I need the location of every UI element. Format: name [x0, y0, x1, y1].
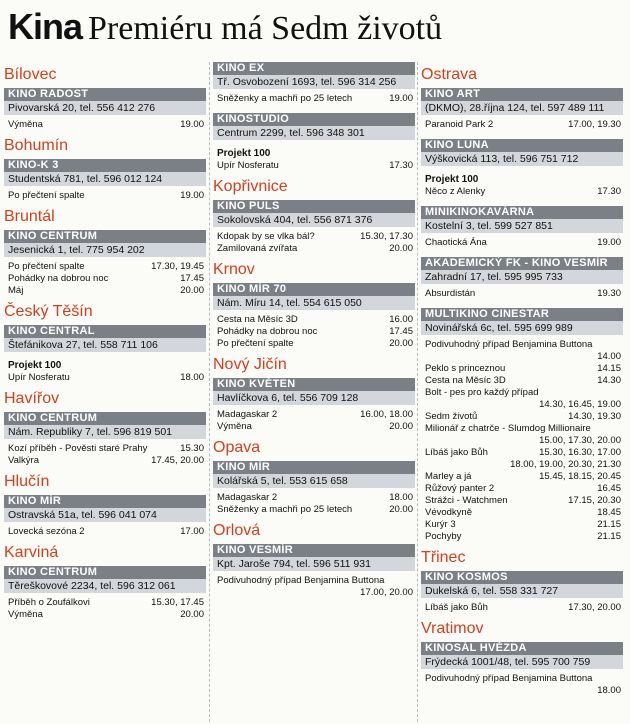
cinema-block [421, 139, 623, 198]
showtimes: 14.30, 19.30 [568, 411, 621, 422]
showtimes: 20.00 [389, 421, 413, 432]
cinema-block [421, 571, 623, 614]
program-label: Projekt 100 [8, 360, 62, 371]
film-title: Líbáš jako Bůh [425, 602, 488, 613]
city-heading: Kopřivnice [213, 178, 288, 195]
cinema-block [4, 88, 206, 131]
showtimes: 19.00 [180, 119, 204, 130]
cinema-block [4, 412, 206, 467]
showtimes: 15.30, 17.45 [151, 597, 204, 608]
screening-row [4, 261, 206, 273]
cinema-name: MULTIKINO CINESTAR [421, 308, 623, 321]
listing-column-2 [213, 62, 415, 599]
showtimes: 16.45 [597, 483, 621, 494]
screening-row [213, 160, 415, 172]
showtimes: 19.30 [597, 288, 621, 299]
film-title: Po přečtení spalte [217, 338, 294, 349]
showtimes: 16.00 [389, 314, 413, 325]
showtimes: 14.30, 16.45, 19.00 [539, 399, 621, 410]
screening-row [421, 119, 623, 131]
showtimes: 14.00 [597, 351, 621, 362]
screening-row [421, 519, 623, 531]
cinema-block [213, 378, 415, 433]
screening-row [213, 575, 415, 587]
film-title: Sedm životů [425, 411, 478, 422]
screening-row [421, 237, 623, 249]
cinema-address: Kpt. Jaroše 794, tel. 596 511 931 [213, 557, 415, 571]
showtimes: 19.00 [597, 237, 621, 248]
screening-row [213, 421, 415, 433]
city-heading: Nový Jičín [213, 356, 287, 373]
film-title: Líbáš jako Bůh [425, 447, 488, 458]
cinema-address: Pivovarská 20, tel. 556 412 276 [4, 101, 206, 115]
showtimes: 20.00 [389, 504, 413, 515]
cinema-address: (DKMO), 28.října 124, tel. 597 489 111 [421, 101, 623, 115]
showtimes: 15.30, 16.30, 17.00 [539, 447, 621, 458]
column-divider [417, 62, 418, 722]
screening-row [213, 93, 415, 105]
showtimes: 17.30, 19.45 [151, 261, 204, 272]
film-title: Podivuhodný případ Benjamina Buttona [425, 673, 593, 684]
cinema-address: Sokolovská 404, tel. 556 871 376 [213, 213, 415, 227]
showtimes: 18.45 [597, 507, 621, 518]
screening-row [421, 495, 623, 507]
screening-row [213, 492, 415, 504]
film-title: Upír Nosferatu [217, 160, 279, 171]
screening-row [4, 597, 206, 609]
spacer [4, 352, 206, 356]
film-title: Máj [8, 285, 24, 296]
showtimes: 17.30, 20.00 [568, 602, 621, 613]
cinema-block [213, 461, 415, 516]
showtimes: 20.00 [180, 609, 204, 620]
film-title: Cesta na Měsíc 3D [425, 375, 506, 386]
cinema-name: KINO ART [421, 88, 623, 101]
showtimes: 17.00, 19.30 [568, 119, 621, 130]
cinema-address: Havlíčkova 6, tel. 556 709 128 [213, 391, 415, 405]
screening-row [4, 285, 206, 297]
cinema-address: Štefánikova 27, tel. 558 711 106 [4, 338, 206, 352]
screening-row [421, 375, 623, 387]
cinema-address: Jesenická 1, tel. 775 954 202 [4, 243, 206, 257]
cinema-address: Kostelní 3, tel. 599 527 851 [421, 219, 623, 233]
screening-row [421, 387, 623, 399]
film-title: Pohádky na dobrou noc [217, 326, 318, 337]
page-title: Premiéru má Sedm životů [88, 10, 443, 47]
cinema-address: Zahradní 17, tel. 595 995 733 [421, 270, 623, 284]
showtimes: 14.30 [597, 375, 621, 386]
screening-row [421, 435, 623, 447]
film-title: Růžový panter 2 [425, 483, 495, 494]
page-title-bold: Kina [8, 6, 83, 47]
screening-row [421, 685, 623, 697]
city-heading: Český Těšín [4, 303, 93, 320]
city-heading: Hlučín [4, 473, 50, 490]
film-title: Strážci - Watchmen [425, 495, 508, 506]
showtimes: 15.45, 18.15, 20.45 [539, 471, 621, 482]
spacer [421, 166, 623, 170]
city-heading: Ostrava [421, 66, 478, 83]
cinema-block [421, 206, 623, 249]
city-heading: Havířov [4, 390, 60, 407]
showtimes: 17.15, 20.30 [568, 495, 621, 506]
film-title: Madagaskar 2 [217, 492, 278, 503]
showtimes: 17.45, 20.00 [151, 455, 204, 466]
showtimes: 15.30 [180, 443, 204, 454]
cinema-address: Nám. Republiky 7, tel. 596 819 501 [4, 425, 206, 439]
showtimes: 18.00, 19.00, 20.30, 21.30 [510, 459, 621, 470]
screening-row [421, 288, 623, 300]
program-label: Projekt 100 [217, 148, 271, 159]
cinema-block [4, 325, 206, 384]
cinema-block [421, 88, 623, 131]
cinema-name: KINO CENTRUM [4, 230, 206, 243]
screening-row [421, 186, 623, 198]
city-heading: Karviná [4, 544, 59, 561]
film-title: Cesta na Měsíc 3D [217, 314, 298, 325]
showtimes: 18.00 [389, 492, 413, 503]
screening-row [421, 351, 623, 363]
showtimes: 17.45 [180, 273, 204, 284]
screening-row [213, 243, 415, 255]
screening-row [4, 119, 206, 131]
listing-column-3 [421, 62, 623, 697]
cinema-block [213, 62, 415, 105]
showtimes: 15.00, 17.30, 20.00 [539, 435, 621, 446]
screening-row [4, 526, 206, 538]
cinema-name: KINO-K 3 [4, 159, 206, 172]
film-title: Marley a já [425, 471, 472, 482]
program-label: Projekt 100 [425, 174, 479, 185]
film-title: Kozí příběh - Pověsti staré Prahy [8, 443, 148, 454]
screening-row [213, 231, 415, 243]
cinema-address: Kolářská 5, tel. 553 615 658 [213, 474, 415, 488]
showtimes: 16.00, 18.00 [360, 409, 413, 420]
cinema-name: KINO EX [213, 62, 415, 75]
cinema-name: KINO PULS [213, 200, 415, 213]
showtimes: 17.00, 20.00 [360, 587, 413, 598]
screening-row [4, 190, 206, 202]
film-title: Kdopak by se vlka bál? [217, 231, 315, 242]
screening-row [213, 409, 415, 421]
film-title: Bolt - pes pro každý případ [425, 387, 539, 398]
cinema-name: KINO KOSMOS [421, 571, 623, 584]
cinema-name: KINO MÍR 70 [213, 283, 415, 296]
screening-row [421, 507, 623, 519]
screening-row [421, 411, 623, 423]
cinema-name: KINO RADOST [4, 88, 206, 101]
cinema-block [421, 257, 623, 300]
cinema-name: KINO MÍR [4, 495, 206, 508]
screening-row [213, 587, 415, 599]
city-heading: Opava [213, 439, 261, 456]
film-title: Vévodkyně [425, 507, 473, 518]
cinema-name: MINIKINOKAVÁRNA [421, 206, 623, 219]
screening-row [421, 423, 623, 435]
spacer [213, 140, 415, 144]
cinema-block [213, 544, 415, 599]
cinema-block [4, 566, 206, 621]
screening-row [4, 273, 206, 285]
film-title: Sněženky a machři po 25 letech [217, 93, 353, 104]
showtimes: 17.30 [389, 160, 413, 171]
city-heading: Třinec [421, 549, 466, 566]
showtimes: 17.30 [597, 186, 621, 197]
cinema-block [213, 283, 415, 350]
film-title: Absurdistán [425, 288, 476, 299]
screening-row [421, 363, 623, 375]
cinema-address: Nám. Míru 14, tel. 554 615 050 [213, 296, 415, 310]
cinema-address: Tř. Osvobození 1693, tel. 596 314 256 [213, 75, 415, 89]
cinema-address: Výškovická 113, tel. 596 751 712 [421, 152, 623, 166]
cinema-block [421, 642, 623, 697]
film-title: Paranoid Park 2 [425, 119, 494, 130]
showtimes: 20.00 [389, 338, 413, 349]
screening-row [421, 673, 623, 685]
film-title: Madagaskar 2 [217, 409, 278, 420]
cinema-name: KINOSÁL HVĚZDA [421, 642, 623, 655]
film-title: Po přečtení spalte [8, 190, 85, 201]
film-title: Pohádky na dobrou noc [8, 273, 109, 284]
cinema-block [213, 113, 415, 172]
cinema-address: Centrum 2299, tel. 596 348 301 [213, 126, 415, 140]
screening-row [213, 338, 415, 350]
screening-row [4, 443, 206, 455]
cinema-name: KINO LUNA [421, 139, 623, 152]
cinema-block [4, 230, 206, 297]
showtimes: 21.15 [597, 519, 621, 530]
city-heading: Bruntál [4, 208, 55, 225]
showtimes: 17.00 [180, 526, 204, 537]
cinema-address: Studentská 781, tel. 596 012 124 [4, 172, 206, 186]
cinema-name: KINO CENTRUM [4, 412, 206, 425]
screening-row [421, 483, 623, 495]
film-title: Zamilovaná zvířata [217, 243, 298, 254]
cinema-name: KINO CENTRAL [4, 325, 206, 338]
film-title: Valkýra [8, 455, 39, 466]
film-title: Něco z Alenky [425, 186, 486, 197]
cinema-name: KINO VESMÍR [213, 544, 415, 557]
film-title: Upír Nosferatu [8, 372, 70, 383]
cinema-name: KINOSTUDIO [213, 113, 415, 126]
screening-row [213, 504, 415, 516]
showtimes: 18.00 [180, 372, 204, 383]
film-title: Podivuhodný případ Benjamina Buttona [217, 575, 385, 586]
showtimes: 21.15 [597, 531, 621, 542]
screening-row [421, 471, 623, 483]
city-heading: Bílovec [4, 66, 57, 83]
screening-row [213, 314, 415, 326]
film-title: Podivuhodný případ Benjamina Buttona [425, 339, 593, 350]
screening-row [421, 602, 623, 614]
screening-row [4, 455, 206, 467]
cinema-address: Frýdecká 1001/48, tel. 595 700 759 [421, 655, 623, 669]
film-title: Lovecká sezóna 2 [8, 526, 85, 537]
cinema-address: Novinářská 6c, tel. 595 699 989 [421, 321, 623, 335]
film-title: Peklo s princeznou [425, 363, 506, 374]
showtimes: 20.00 [180, 285, 204, 296]
film-title: Výměna [8, 119, 43, 130]
showtimes: 17.45 [389, 326, 413, 337]
city-heading: Orlová [213, 522, 261, 539]
city-heading: Bohumín [4, 137, 69, 154]
screening-row [4, 372, 206, 384]
page-header [8, 6, 442, 56]
showtimes: 18.00 [597, 685, 621, 696]
screening-row [4, 609, 206, 621]
cinema-address: Ostravská 51a, tel. 596 041 074 [4, 508, 206, 522]
film-title: Kurýr 3 [425, 519, 456, 530]
showtimes: 19.00 [180, 190, 204, 201]
screening-row [421, 459, 623, 471]
film-title: Pochyby [425, 531, 462, 542]
film-title: Chaotická Ána [425, 237, 487, 248]
screening-row [421, 399, 623, 411]
cinema-address: Těreškovové 2234, tel. 596 312 061 [4, 579, 206, 593]
film-title: Příběh o Zoufálkovi [8, 597, 90, 608]
cinema-block [4, 495, 206, 538]
film-title: Výměna [8, 609, 43, 620]
screening-row [421, 339, 623, 351]
cinema-name: AKADEMICKÝ FK - KINO VESMÍR [421, 257, 623, 270]
showtimes: 15.30, 17.30 [360, 231, 413, 242]
cinema-address: Dukelská 6, tel. 558 331 727 [421, 584, 623, 598]
column-divider [209, 62, 210, 722]
cinema-block [4, 159, 206, 202]
screening-row [421, 447, 623, 459]
showtimes: 19.00 [389, 93, 413, 104]
film-title: Milionář z chatrče - Slumdog Millionaire [425, 423, 591, 434]
screening-row [213, 326, 415, 338]
cinema-name: KINO MÍR [213, 461, 415, 474]
city-heading: Vratimov [421, 620, 484, 637]
cinema-name: KINO KVĚTEN [213, 378, 415, 391]
film-title: Sněženky a machři po 25 letech [217, 504, 353, 515]
showtimes: 20.00 [389, 243, 413, 254]
cinema-block [213, 200, 415, 255]
cinema-name: KINO CENTRUM [4, 566, 206, 579]
screening-row [421, 531, 623, 543]
film-title: Po přečtení spalte [8, 261, 85, 272]
listing-column-1 [4, 62, 206, 621]
city-heading: Krnov [213, 261, 255, 278]
cinema-block [421, 308, 623, 543]
film-title: Výměna [217, 421, 252, 432]
showtimes: 14.15 [597, 363, 621, 374]
